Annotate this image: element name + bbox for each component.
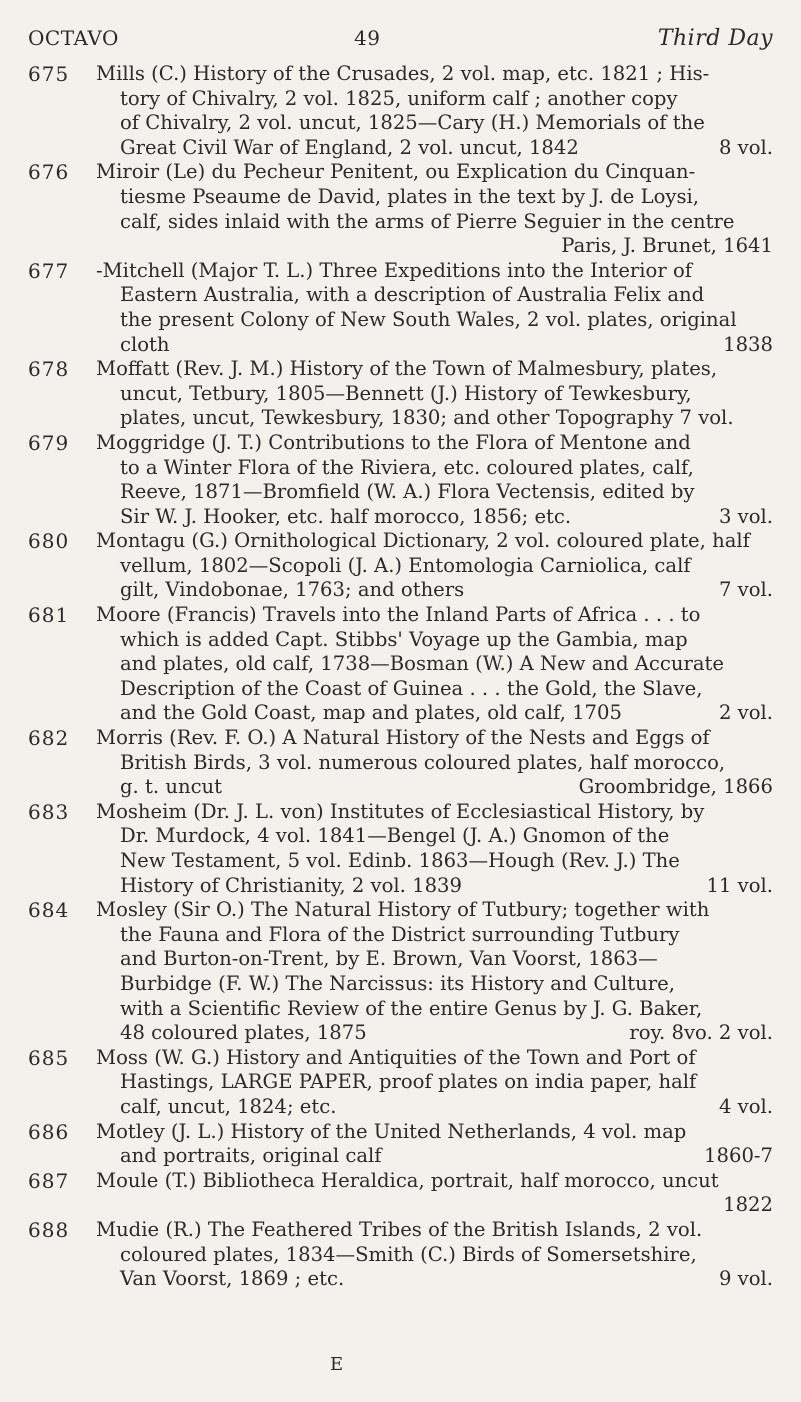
entry-line xyxy=(96,210,773,235)
entry-line xyxy=(96,652,773,677)
entry-line xyxy=(96,1169,773,1194)
lot-number: 686 xyxy=(28,1119,70,1144)
entry-line xyxy=(96,1267,773,1292)
entry-tail: 4 vol. xyxy=(718,1094,773,1118)
entry-line xyxy=(96,111,773,136)
entry-line xyxy=(96,505,773,530)
entry-text: to a Winter Flora of the Riviera, etc. coloured plates, calf, xyxy=(120,455,694,479)
entry-text: Eastern Australia, with a description of Australia Felix and xyxy=(120,283,705,307)
entry-tail: 1860-7 xyxy=(704,1144,773,1168)
lot-entry xyxy=(28,1169,773,1218)
lot-entry xyxy=(28,431,773,529)
entry-line xyxy=(96,1120,773,1145)
entry-line xyxy=(96,677,773,702)
entry-tail: 2 vol. xyxy=(718,701,773,725)
lot-number: 683 xyxy=(28,799,70,824)
lot-number: 681 xyxy=(28,603,70,628)
entry-tail: 9 vol. xyxy=(718,1267,773,1291)
entry-text: -Mitchell (Major T. L.) Three Expeditions into the Interior of xyxy=(96,258,693,282)
entry-line xyxy=(96,382,773,407)
lot-entry xyxy=(28,1218,773,1292)
running-header xyxy=(28,26,773,54)
entry-line xyxy=(96,456,773,481)
entry-text: and portraits, original calf xyxy=(120,1144,382,1168)
entry-tail: 1838 xyxy=(723,332,773,356)
section-label: OCTAVO xyxy=(28,26,119,50)
entry-line xyxy=(96,947,773,972)
lot-entry xyxy=(28,800,773,898)
entry-line xyxy=(96,874,773,899)
entry-line xyxy=(96,1243,773,1268)
day-label: Third Day xyxy=(657,26,773,51)
lot-number: 684 xyxy=(28,898,70,923)
entry-line xyxy=(96,1193,773,1218)
entry-line xyxy=(96,357,773,382)
entry-text: Paris, J. Brunet, 1641 xyxy=(561,234,773,258)
entry-line xyxy=(96,972,773,997)
lot-entry xyxy=(28,259,773,357)
entry-text: 1822 xyxy=(723,1193,773,1217)
entry-tail: 11 vol. xyxy=(706,873,773,897)
entry-text: Moffatt (Rev. J. M.) History of the Town of Malmesbury, plates, xyxy=(96,357,718,381)
entry-line xyxy=(96,898,773,923)
entry-text: Mudie (R.) The Feathered Tribes of the British Islands, 2 vol. xyxy=(96,1217,703,1241)
entry-text: calf, sides inlaid with the arms of Pierre Seguier in the centre xyxy=(120,209,735,233)
lot-number: 679 xyxy=(28,430,70,455)
entry-tail: Groombridge, 1866 xyxy=(578,775,773,799)
page-number: 49 xyxy=(354,26,381,50)
entry-text: with a Scientific Review of the entire Genus by J. G. Baker, xyxy=(120,996,703,1020)
entry-text: Mills (C.) History of the Crusades, 2 vol. map, etc. 1821 ; His- xyxy=(96,62,710,85)
entry-tail: 7 vol. xyxy=(718,578,773,602)
entry-line xyxy=(96,800,773,825)
entry-line xyxy=(96,824,773,849)
lot-entry xyxy=(28,898,773,1046)
entry-text: and the Gold Coast, map and plates, old calf, 1705 xyxy=(120,701,622,725)
entry-line xyxy=(96,1046,773,1071)
entry-text: coloured plates, 1834—Smith (C.) Birds of Somersetshire, xyxy=(120,1242,697,1266)
entry-text: Miroir (Le) du Pecheur Penitent, ou Explication du Cinquan- xyxy=(96,160,696,184)
entry-text: 48 coloured plates, 1875 xyxy=(120,1021,367,1045)
lot-number: 678 xyxy=(28,357,70,382)
entry-text: Morris (Rev. F. O.) A Natural History of the Nests and Eggs of xyxy=(96,726,710,750)
entry-text: Dr. Murdock, 4 vol. 1841—Bengel (J. A.) Gnomon of the xyxy=(120,824,670,848)
lot-entry xyxy=(28,1120,773,1169)
entry-line xyxy=(96,726,773,751)
entry-text: the Fauna and Flora of the District surrounding Tutbury xyxy=(120,922,680,946)
entry-text: History of Christianity, 2 vol. 1839 xyxy=(120,873,462,897)
entry-line xyxy=(96,1021,773,1046)
entry-line xyxy=(96,406,773,431)
lot-entry xyxy=(28,357,773,431)
entry-text: tory of Chivalry, 2 vol. 1825, uniform calf ; another copy xyxy=(120,86,678,110)
entry-text: Motley (J. L.) History of the United Netherlands, 4 vol. map xyxy=(96,1119,687,1143)
entry-line xyxy=(96,529,773,554)
lot-entry xyxy=(28,603,773,726)
entry-tail: roy. 8vo. 2 vol. xyxy=(629,1021,773,1045)
lot-number: 682 xyxy=(28,726,70,751)
entry-text: g. t. uncut xyxy=(120,775,223,799)
entry-line xyxy=(96,701,773,726)
entry-text: Sir W. J. Hooker, etc. half morocco, 1856; etc. xyxy=(120,504,572,528)
entry-line xyxy=(96,554,773,579)
entry-line xyxy=(96,259,773,284)
lot-entry xyxy=(28,529,773,603)
entry-text: British Birds, 3 vol. numerous coloured plates, half morocco, xyxy=(120,750,726,774)
entry-text: Moule (T.) Bibliotheca Heraldica, portrait, half morocco, uncut xyxy=(96,1168,719,1192)
entry-text: calf, uncut, 1824; etc. xyxy=(120,1094,337,1118)
lot-number: 677 xyxy=(28,258,70,283)
entry-line xyxy=(96,578,773,603)
entry-text: Moore (Francis) Travels into the Inland Parts of Africa . . . to xyxy=(96,603,701,627)
entry-line xyxy=(96,333,773,358)
entry-text: Moss (W. G.) History and Antiquities of the Town and Port of xyxy=(96,1045,696,1069)
entry-line xyxy=(96,849,773,874)
entry-text: Montagu (G.) Ornithological Dictionary, 2 vol. coloured plate, half xyxy=(96,529,750,553)
entry-text: Mosheim (Dr. J. L. von) Institutes of Ecclesiastical History, by xyxy=(96,799,705,823)
entry-line xyxy=(96,160,773,185)
entry-line xyxy=(96,1144,773,1169)
entry-text: tiesme Pseaume de David, plates in the text by J. de Loysi, xyxy=(120,184,700,208)
entry-line xyxy=(96,136,773,161)
entry-text: the present Colony of New South Wales, 2 vol. plates, original xyxy=(120,307,737,331)
entry-line xyxy=(96,1218,773,1243)
entry-line xyxy=(96,751,773,776)
entry-text: New Testament, 5 vol. Edinb. 1863—Hough (Rev. J.) The xyxy=(120,849,680,872)
lot-number: 685 xyxy=(28,1045,70,1070)
lot-entry xyxy=(28,1046,773,1120)
lot-number: 688 xyxy=(28,1217,70,1242)
entry-text: Description of the Coast of Guinea . . . the Gold, the Slave, xyxy=(120,676,703,700)
entry-text: cloth xyxy=(120,332,170,356)
lot-number: 687 xyxy=(28,1168,70,1193)
entry-line xyxy=(96,1095,773,1120)
entry-tail: 3 vol. xyxy=(718,504,773,528)
entry-line xyxy=(96,628,773,653)
entry-text: gilt, Vindobonae, 1763; and others xyxy=(120,578,465,602)
entry-text: Burbidge (F. W.) The Narcissus: its History and Culture, xyxy=(120,971,675,995)
entry-line xyxy=(96,997,773,1022)
entry-text: Hastings, LARGE PAPER, proof plates on india paper, half xyxy=(120,1070,697,1094)
entry-line xyxy=(96,1070,773,1095)
lot-list xyxy=(28,62,773,1292)
entry-text: of Chivalry, 2 vol. uncut, 1825—Cary (H.) Memorials of the xyxy=(120,111,705,135)
entry-text: plates, uncut, Tewkesbury, 1830; and other Topography 7 vol. xyxy=(120,406,734,430)
entry-line xyxy=(96,431,773,456)
entry-text: Van Voorst, 1869 ; etc. xyxy=(120,1267,345,1291)
entry-line xyxy=(96,234,773,259)
entry-text: uncut, Tetbury, 1805—Bennett (J.) History of Tewkesbury, xyxy=(120,381,692,405)
entry-line xyxy=(96,185,773,210)
entry-text: and plates, old calf, 1738—Bosman (W.) A New and Accurate xyxy=(120,652,725,676)
entry-tail: 8 vol. xyxy=(718,135,773,159)
entry-line xyxy=(96,87,773,112)
lot-entry xyxy=(28,62,773,160)
entry-line xyxy=(96,603,773,628)
lot-entry xyxy=(28,726,773,800)
entry-text: Moggridge (J. T.) Contributions to the Flora of Mentone and xyxy=(96,430,691,454)
entry-line xyxy=(96,480,773,505)
entry-text: which is added Capt. Stibbs' Voyage up the Gambia, map xyxy=(120,627,688,651)
entry-text: Reeve, 1871—Bromfield (W. A.) Flora Vectensis, edited by xyxy=(120,480,695,504)
lot-entry xyxy=(28,160,773,258)
signature-mark: E xyxy=(330,1354,344,1375)
entry-text: Great Civil War of England, 2 vol. uncut, 1842 xyxy=(120,135,579,159)
entry-line xyxy=(96,923,773,948)
lot-number: 680 xyxy=(28,529,70,554)
entry-text: vellum, 1802—Scopoli (J. A.) Entomologia Carniolica, calf xyxy=(120,553,691,577)
entry-text: and Burton-on-Trent, by E. Brown, Van Voorst, 1863— xyxy=(120,947,658,971)
lot-number: 676 xyxy=(28,160,70,185)
entry-text: Mosley (Sir O.) The Natural History of Tutbury; together with xyxy=(96,898,710,922)
entry-line xyxy=(96,283,773,308)
entry-line xyxy=(96,308,773,333)
entry-line xyxy=(96,775,773,800)
entry-line xyxy=(96,62,773,87)
lot-number: 675 xyxy=(28,62,70,86)
